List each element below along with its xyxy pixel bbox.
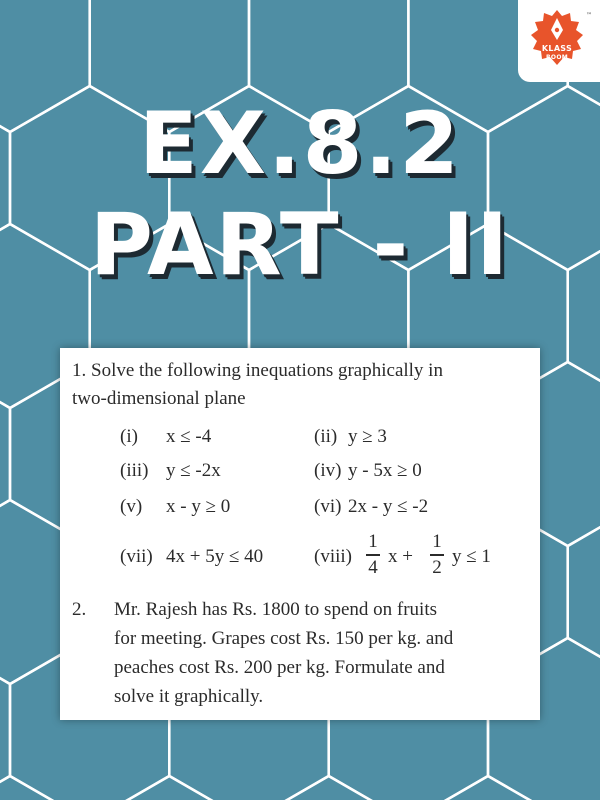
q2-text-line1: Mr. Rajesh has Rs. 1800 to spend on fruits — [114, 599, 437, 620]
q1-part-i-num: (i) — [120, 426, 138, 447]
headline-exercise: EX.8.2 — [138, 94, 462, 194]
q1-part-iii-expr: y ≤ -2x — [166, 460, 221, 481]
question-card — [60, 348, 540, 720]
q1-part-viii-mid: x + — [388, 546, 413, 567]
fraction-bar — [366, 554, 380, 556]
fraction-one-quarter-denominator: 4 — [368, 557, 378, 578]
q1-text-line2: two-dimensional plane — [72, 388, 246, 409]
q1-part-iv-expr: y - 5x ≥ 0 — [348, 460, 422, 481]
trademark-symbol: ™ — [586, 12, 592, 19]
q2-number: 2. — [72, 599, 87, 620]
q1-part-i-expr: x ≤ -4 — [166, 426, 212, 447]
q1-text-line1: 1. Solve the following inequations graphically in — [72, 360, 443, 381]
q1-part-iii-num: (iii) — [120, 460, 149, 481]
q1-part-v-expr: x - y ≥ 0 — [166, 496, 231, 517]
klassroom-logo[interactable] — [518, 0, 600, 82]
fraction-one-half-numerator: 1 — [432, 531, 442, 552]
logo-text-klass: KLASS — [541, 44, 573, 53]
q1-part-viii-tail: y ≤ 1 — [452, 546, 491, 567]
q2-text-line4: solve it graphically. — [114, 686, 264, 707]
q1-part-ii-num: (ii) — [314, 426, 338, 447]
q1-part-vii-expr: 4x + 5y ≤ 40 — [166, 546, 264, 567]
q1-part-vi-num: (vi) — [314, 496, 342, 517]
headline-part: PART - II — [89, 195, 511, 295]
q1-part-viii-num: (viii) — [314, 546, 352, 567]
q1-part-ii-expr: y ≥ 3 — [348, 426, 387, 447]
fraction-one-half-denominator: 2 — [432, 557, 442, 578]
logo-text-room: ROOM — [546, 54, 568, 61]
q1-part-v-num: (v) — [120, 496, 143, 517]
q1-part-iv-num: (iv) — [314, 460, 342, 481]
q1-part-vii-num: (vii) — [120, 546, 153, 567]
fraction-one-quarter-numerator: 1 — [368, 531, 378, 552]
q2-text-line2: for meeting. Grapes cost Rs. 150 per kg. and — [114, 628, 454, 649]
fraction-bar — [430, 554, 444, 556]
q2-text-line3: peaches cost Rs. 200 per kg. Formulate and — [114, 657, 445, 678]
q1-part-vi-expr: 2x - y ≤ -2 — [348, 496, 429, 517]
